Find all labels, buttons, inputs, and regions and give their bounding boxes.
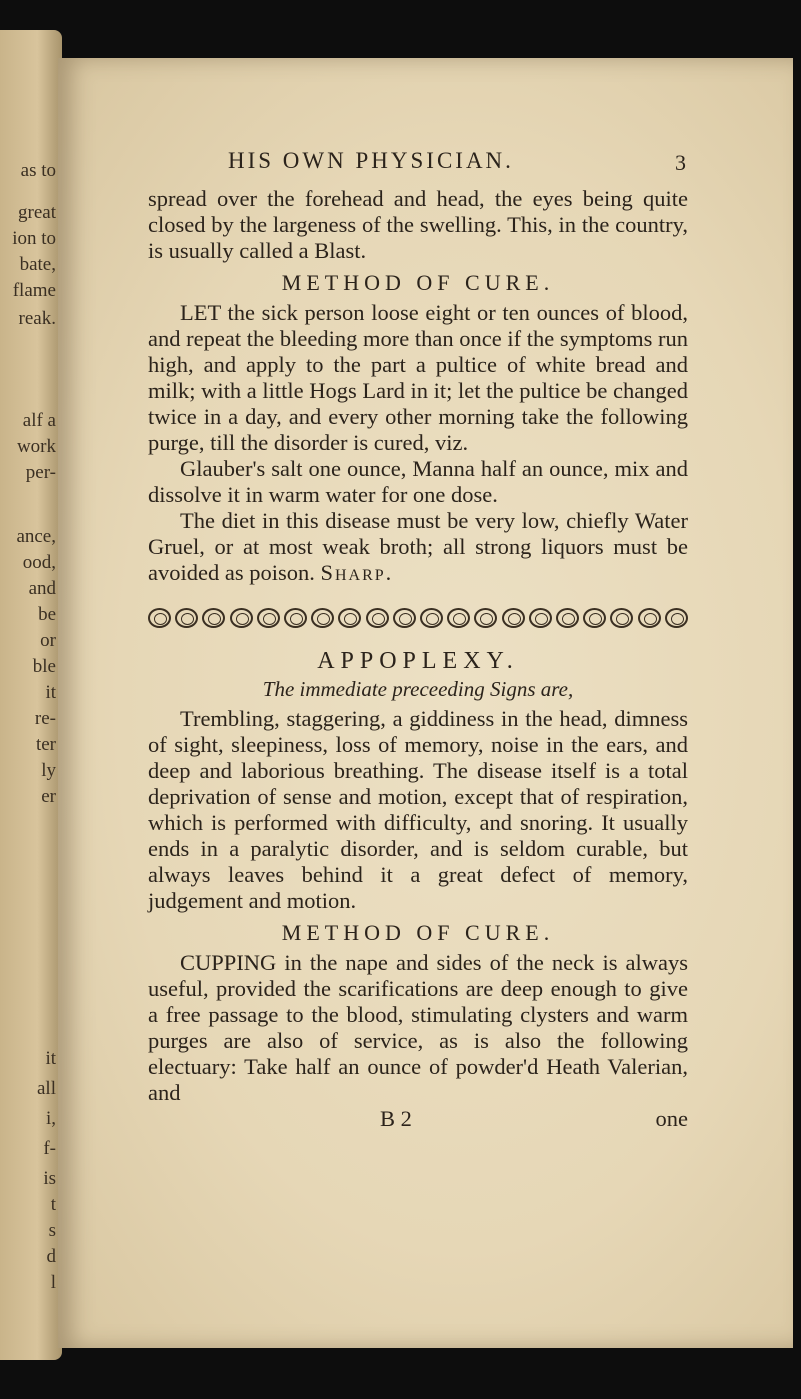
page-footer (148, 1106, 688, 1132)
margin-fragment: it (45, 1048, 56, 1069)
margin-fragment: ood, (22, 552, 56, 573)
method-of-cure-heading-2: METHOD OF CURE. (281, 920, 555, 945)
page-number: 3 (675, 150, 686, 175)
catchword: one (655, 1106, 688, 1131)
signature-mark: B 2 (380, 1106, 412, 1131)
margin-fragment: ble (32, 656, 56, 677)
paragraph-symptoms: Trembling, staggering, a giddiness in the head, dimness of sight, sleepiness, loss of memory, noise in the ears, and deep and laborious breathing. The disease itself is a total deprivation of sense and motion, except that of respiration, which is performed with difficulty, and snoring. It usually ends in a paralytic disorder, and is seldom curable, but always leaves behind it a great defect of memory, judgement and motion. (148, 706, 688, 913)
paragraph-continuation: spread over the forehead and head, the eyes being quite closed by the largeness of the swelling. This, in the country, is usually called a Blast. (148, 186, 688, 263)
diet-text: The diet in this disease must be very low, chiefly Water Gruel, or at most weak broth; all strong liquors must be avoided as poison. (148, 508, 688, 585)
margin-fragment: reak. (18, 308, 56, 329)
margin-fragment: i, (45, 1108, 56, 1129)
margin-fragment: per- (25, 462, 56, 483)
margin-fragment: d (46, 1246, 56, 1267)
paragraph-purge-recipe: Glauber's salt one ounce, Manna half an ounce, mix and dissolve it in warm water for one dose. (148, 456, 688, 507)
margin-fragment: er (41, 786, 56, 807)
method-of-cure-heading-1: METHOD OF CURE. (281, 270, 555, 295)
section-subtitle: The immediate preceeding Signs are, (262, 677, 574, 701)
page-body (148, 186, 688, 1132)
margin-fragment: work (16, 436, 56, 457)
margin-fragment: bate, (19, 254, 56, 275)
margin-fragment: s (48, 1220, 56, 1241)
margin-fragment: t (50, 1194, 56, 1215)
margin-fragment: ly (41, 760, 56, 781)
margin-fragment: all (37, 1078, 56, 1099)
paragraph-diet (148, 508, 688, 586)
margin-fragment: alf a (22, 410, 56, 431)
margin-fragment: flame (12, 280, 56, 301)
section-title: APPOPLEXY. (317, 648, 519, 674)
margin-fragment: great (18, 202, 56, 223)
running-head-title: HIS OWN PHYSICIAN. (228, 148, 514, 173)
margin-fragment: and (28, 578, 56, 599)
margin-fragment: f- (43, 1138, 56, 1159)
margin-fragment: l (50, 1272, 56, 1293)
margin-fragment: ance, (16, 526, 56, 547)
margin-fragment: ion to (12, 228, 56, 249)
margin-fragment: as to (20, 160, 56, 181)
margin-fragment: is (43, 1168, 56, 1189)
margin-fragment: be (38, 604, 56, 625)
margin-fragment: ter (35, 734, 56, 755)
margin-fragment: re- (34, 708, 56, 729)
margin-fragment: or (40, 630, 56, 651)
author-signature: Sharp. (320, 560, 394, 585)
facing-page-fragment (0, 30, 62, 1360)
paragraph-treatment: LET the sick person loose eight or ten ounces of blood, and repeat the bleeding more than once if the symptoms run high, and apply to the part a pultice of white bread and milk; with a little Hogs Lard in it; let the pultice be changed twice in a day, and every other morning take the following purge, till the disorder is cured, viz. (148, 300, 688, 455)
paragraph-cupping: CUPPING in the nape and sides of the neck is always useful, provided the scarifications are deep enough to give a free passage to the blood, stimulating clysters and warm purges are also of service, as is also the following electuary: Take half an ounce of powder'd Heath Valerian, and (148, 950, 688, 1105)
margin-fragment: it (45, 682, 56, 703)
ornamental-divider (148, 608, 688, 634)
running-head (228, 148, 688, 178)
